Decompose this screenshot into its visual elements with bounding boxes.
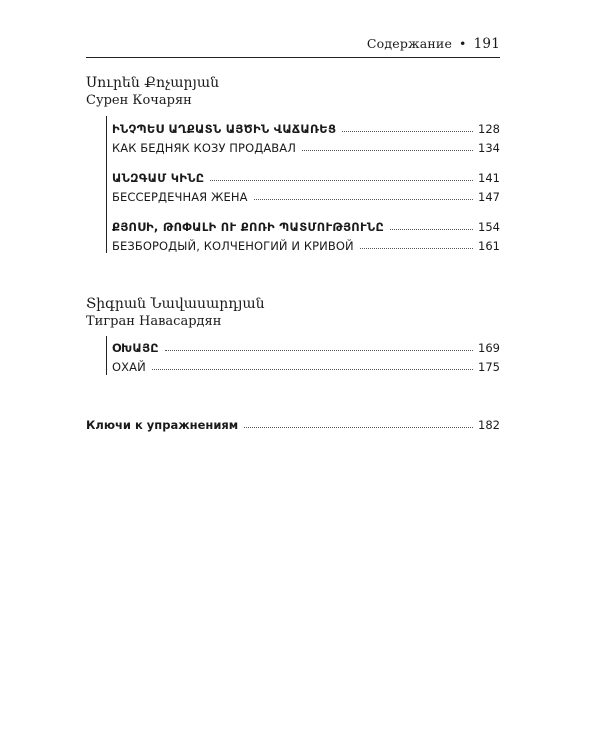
toc-entry-title: ОХАЙ (112, 360, 146, 374)
toc-entry[interactable] (112, 235, 500, 253)
toc-entry-page: 147 (478, 190, 500, 204)
author-name-russian: Тигран Навасардян (86, 314, 222, 329)
section-title: Содержание (366, 36, 453, 51)
group-vertical-rule (106, 116, 107, 253)
toc-entry-page: 154 (478, 220, 500, 234)
toc-entry-page: 175 (478, 360, 500, 374)
toc-entry-title: ՔՅՈՍԻ, ԹՈՓԱԼԻ ՈՒ ՔՈՌԻ ՊԱՏՄՈՒԹՅՈՒՆԸ (112, 220, 385, 234)
toc-entry-page: 128 (478, 122, 500, 136)
toc-entry-page: 141 (478, 171, 500, 185)
toc-entry-title: Ключи к упражнениям (86, 418, 239, 432)
group-vertical-rule (106, 336, 107, 375)
toc-entry[interactable] (112, 167, 500, 185)
author-name-armenian: Տիգրան Նավասարդյան (86, 296, 265, 312)
toc-entry[interactable] (112, 118, 500, 136)
dot-leader (210, 180, 473, 181)
toc-entry-page: 134 (478, 141, 500, 155)
dot-leader (244, 427, 473, 428)
dot-leader (302, 150, 473, 151)
toc-entry-page: 182 (478, 418, 500, 432)
toc-entry[interactable] (112, 337, 500, 355)
dot-leader (342, 131, 473, 132)
dot-leader (360, 248, 473, 249)
toc-entry[interactable] (112, 186, 500, 204)
author-heading-navasardyan (86, 296, 500, 330)
toc-entry[interactable] (112, 137, 500, 155)
toc-entry-title: ԱՆԶԳԱՄ ԿԻՆԸ (112, 171, 205, 185)
dot-leader (254, 199, 473, 200)
author-name-russian: Сурен Кочарян (86, 93, 192, 108)
toc-entry-title: БЕССЕРДЕЧНАЯ ЖЕНА (112, 190, 248, 204)
toc-entry-title: КАК БЕДНЯК КОЗУ ПРОДАВАЛ (112, 141, 296, 155)
running-header (86, 36, 500, 52)
dot-leader (152, 369, 473, 370)
toc-group-navasardyan (106, 336, 500, 375)
author-heading-kocharyan (86, 75, 500, 109)
header-separator: • (459, 36, 467, 51)
page-number: 191 (473, 36, 500, 52)
toc-entry-title: БЕЗБОРОДЫЙ, КОЛЧЕНОГИЙ И КРИВОЙ (112, 239, 354, 253)
dot-leader (165, 350, 473, 351)
toc-entry-title: ԻՆՉՊԵՍ ԱՂՔԱՏՆ ԱՅԾԻՆ ՎԱՃԱՌԵՑ (112, 122, 337, 136)
toc-entry-answer-keys[interactable] (86, 414, 500, 432)
toc-entry-page: 161 (478, 239, 500, 253)
author-name-armenian: Սուրեն Քոչարյան (86, 75, 220, 91)
toc-entry[interactable] (112, 356, 500, 374)
toc-group-kocharyan (106, 116, 500, 253)
dot-leader (390, 229, 473, 230)
toc-entry-page: 169 (478, 341, 500, 355)
toc-entry[interactable] (112, 216, 500, 234)
toc-entry-title: ՕԽԱՅԸ (112, 341, 159, 355)
header-rule (86, 57, 500, 58)
